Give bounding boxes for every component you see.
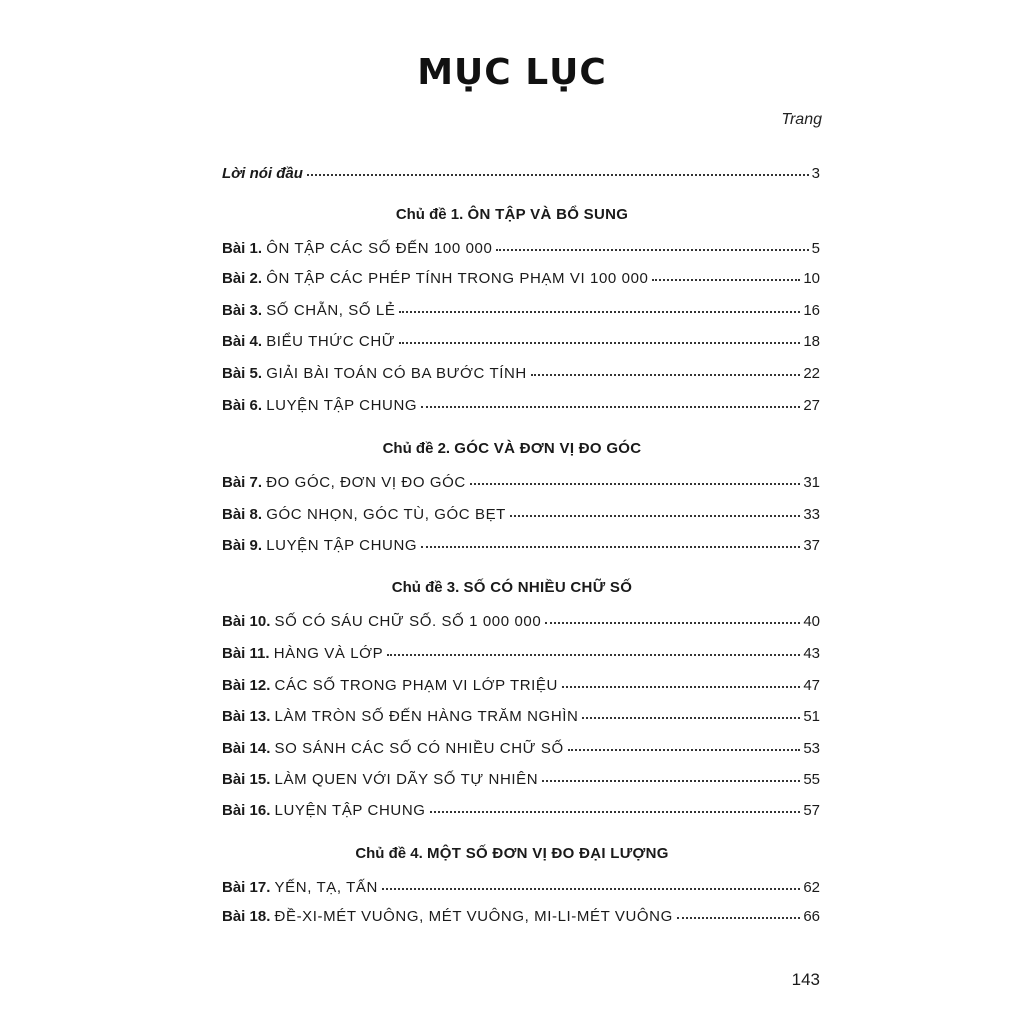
leader-dots: [562, 684, 800, 688]
lesson-page: 57: [803, 802, 820, 819]
lesson-title: ĐO GÓC, ĐƠN VỊ ĐO GÓC: [266, 474, 466, 491]
lesson-page: 33: [803, 506, 820, 523]
lesson-title: ÔN TẬP CÁC SỐ ĐẾN 100 000: [266, 240, 493, 257]
toc-entry[interactable]: [222, 677, 820, 701]
lesson-label: Bài 16.: [222, 802, 271, 819]
lesson-title: GIẢI BÀI TOÁN CÓ BA BƯỚC TÍNH: [266, 365, 527, 382]
toc-entry-page: 3: [811, 165, 820, 182]
lesson-title: LUYỆN TẬP CHUNG: [274, 802, 426, 819]
lesson-page: 47: [803, 677, 820, 694]
lesson-page: 31: [803, 474, 820, 491]
lesson-page: 53: [803, 740, 820, 757]
leader-dots: [399, 340, 800, 344]
lesson-title: CÁC SỐ TRONG PHẠM VI LỚP TRIỆU: [274, 677, 558, 694]
toc-entry[interactable]: [222, 333, 820, 357]
lesson-page: 55: [803, 771, 820, 788]
leader-dots: [382, 886, 800, 890]
lesson-page: 16: [803, 302, 820, 319]
lesson-label: Bài 13.: [222, 708, 271, 725]
lesson-title: BIỂU THỨC CHỮ: [266, 333, 396, 350]
leader-dots: [545, 620, 800, 624]
leader-dots: [470, 481, 800, 485]
lesson-label: Bài 2.: [222, 270, 263, 287]
topic-heading: [0, 206, 1024, 223]
lesson-title: HÀNG VÀ LỚP: [273, 645, 384, 662]
toc-entry[interactable]: [222, 302, 820, 326]
lesson-label: Bài 7.: [222, 474, 263, 491]
lesson-label: Bài 18.: [222, 908, 271, 925]
topic-title: GÓC VÀ ĐƠN VỊ ĐO GÓC: [454, 440, 642, 457]
leader-dots: [421, 544, 800, 548]
topic-title: ÔN TẬP VÀ BỔ SUNG: [467, 206, 629, 223]
leader-dots: [568, 747, 801, 751]
lesson-label: Bài 14.: [222, 740, 271, 757]
lesson-label: Bài 8.: [222, 506, 263, 523]
lesson-page: 22: [803, 365, 820, 382]
toc-entry[interactable]: [222, 397, 820, 421]
lesson-page: 18: [803, 333, 820, 350]
toc-entry-intro[interactable]: [222, 165, 820, 189]
lesson-title: LÀM TRÒN SỐ ĐẾN HÀNG TRĂM NGHÌN: [274, 708, 579, 725]
lesson-title: ÔN TẬP CÁC PHÉP TÍNH TRONG PHẠM VI 100 000: [266, 270, 649, 287]
topic-label: Chủ đề 4.: [355, 845, 423, 862]
leader-dots: [307, 172, 809, 176]
lesson-label: Bài 10.: [222, 613, 271, 630]
toc-entry[interactable]: [222, 474, 820, 498]
lesson-page: 66: [803, 908, 820, 925]
page-column-label: Trang: [781, 111, 822, 128]
topic-title: MỘT SỐ ĐƠN VỊ ĐO ĐẠI LƯỢNG: [427, 845, 669, 862]
lesson-page: 27: [803, 397, 820, 414]
toc-entry[interactable]: [222, 270, 820, 294]
lesson-label: Bài 6.: [222, 397, 263, 414]
lesson-label: Bài 17.: [222, 879, 271, 896]
topic-heading: [0, 845, 1024, 862]
lesson-label: Bài 3.: [222, 302, 263, 319]
topic-heading: [0, 440, 1024, 457]
leader-dots: [652, 277, 800, 281]
toc-entry[interactable]: [222, 908, 820, 932]
toc-entry[interactable]: [222, 879, 820, 903]
topic-heading: [0, 579, 1024, 596]
leader-dots: [677, 915, 800, 919]
leader-dots: [510, 513, 800, 517]
leader-dots: [582, 715, 800, 719]
toc-entry[interactable]: [222, 802, 820, 826]
toc-entry[interactable]: [222, 740, 820, 764]
lesson-page: 37: [803, 537, 820, 554]
lesson-title: YẾN, TẠ, TẤN: [274, 879, 378, 896]
lesson-label: Bài 11.: [222, 645, 270, 662]
leader-dots: [496, 247, 808, 251]
lesson-title: LUYỆN TẬP CHUNG: [266, 397, 418, 414]
page-number: 143: [791, 970, 820, 989]
leader-dots: [542, 778, 800, 782]
toc-entry[interactable]: [222, 613, 820, 637]
leader-dots: [421, 404, 800, 408]
lesson-title: LUYỆN TẬP CHUNG: [266, 537, 418, 554]
leader-dots: [387, 652, 800, 656]
lesson-label: Bài 15.: [222, 771, 271, 788]
toc-entry[interactable]: [222, 506, 820, 530]
lesson-label: Bài 9.: [222, 537, 263, 554]
toc-entry[interactable]: [222, 365, 820, 389]
lesson-page: 43: [803, 645, 820, 662]
toc-entry[interactable]: [222, 771, 820, 795]
topic-label: Chủ đề 1.: [395, 206, 464, 223]
toc-entry[interactable]: [222, 537, 820, 561]
lesson-label: Bài 12.: [222, 677, 271, 694]
lesson-title: GÓC NHỌN, GÓC TÙ, GÓC BẸT: [266, 506, 506, 523]
lesson-page: 51: [803, 708, 820, 725]
toc-entry-label: Lời nói đầu: [222, 165, 303, 182]
topic-title: SỐ CÓ NHIỀU CHỮ SỐ: [463, 579, 633, 596]
lesson-label: Bài 1.: [222, 240, 263, 257]
lesson-title: ĐỀ-XI-MÉT VUÔNG, MÉT VUÔNG, MI-LI-MÉT VUÔNG: [274, 908, 673, 925]
lesson-label: Bài 5.: [222, 365, 263, 382]
toc-entry[interactable]: [222, 708, 820, 732]
lesson-label: Bài 4.: [222, 333, 263, 350]
lesson-page: 10: [803, 270, 820, 287]
topic-label: Chủ đề 3.: [391, 579, 460, 596]
lesson-page: 40: [803, 613, 820, 630]
lesson-title: SỐ CHẴN, SỐ LẺ: [266, 302, 396, 319]
leader-dots: [399, 309, 800, 313]
lesson-title: SO SÁNH CÁC SỐ CÓ NHIỀU CHỮ SỐ: [274, 740, 564, 757]
lesson-page: 62: [803, 879, 820, 896]
leader-dots: [430, 809, 801, 813]
topic-label: Chủ đề 2.: [382, 440, 451, 457]
leader-dots: [531, 372, 800, 376]
toc-entry[interactable]: [222, 240, 820, 264]
lesson-title: LÀM QUEN VỚI DÃY SỐ TỰ NHIÊN: [274, 771, 539, 788]
page-title: MỤC LỤC: [417, 52, 607, 93]
lesson-page: 5: [811, 240, 820, 257]
lesson-title: SỐ CÓ SÁU CHỮ SỐ. SỐ 1 000 000: [274, 613, 542, 630]
toc-entry[interactable]: [222, 645, 820, 669]
